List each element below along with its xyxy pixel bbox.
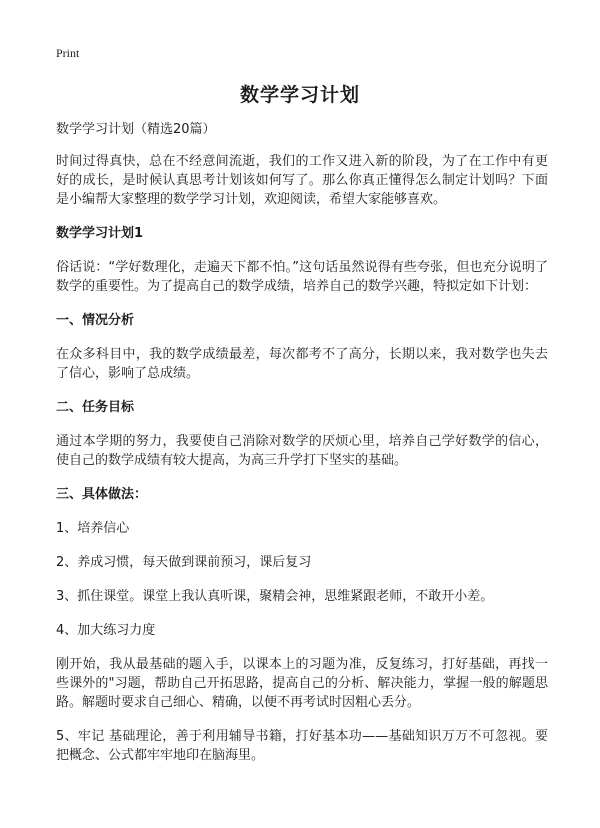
intro-paragraph: 时间过得真快，总在不经意间流逝，我们的工作又进入新的阶段，为了在工作中有更好的成长，是时候认真思考计划该如何写了。那么你真正懂得怎么制定计划吗？下面是小编帮大家整理的数学学习计划，欢迎阅读，希望大家能够喜欢。 [56,154,548,207]
document-body [56,120,548,780]
list-item-1: 1、培养信心 [56,521,130,536]
section1-paragraph: 在众多科目中，我的数学成绩最差，每次都考不了高分，长期以来，我对数学也失去了信心，影响了总成绩。 [56,347,548,381]
list-item-5-paragraph: 5、牢记 基础理论，善于利用辅导书籍，打好基本功——基础知识万万不可忽视。要把概念、公式都牢牢地印在脑海里。 [56,729,548,763]
print-label: Print [56,46,80,60]
section2-paragraph: 通过本学期的努力，我要使自己消除对数学的厌烦心里，培养自己学好数学的信心，使自己的数学成绩有较大提高，为高三升学打下坚实的基础。 [56,434,548,468]
document-title: 数学学习计划 [239,84,360,106]
plan1-intro-paragraph: 俗话说：“学好数理化，走遍天下都不怕。”这句话虽然说得有些夸张，但也充分说明了数学的重要性。为了提高自己的数学成绩，培养自己的数学兴趣，特拟定如下计划： [56,260,548,294]
section2-heading: 二、任务目标 [56,400,135,415]
document-subtitle: 数学学习计划（精选20篇） [56,122,216,137]
list-item-4-paragraph: 刚开始，我从最基础的题入手，以课本上的习题为准，反复练习，打好基础，再找一些课外的"习题，帮助自己开拓思路，提高自己的分析、解决能力，掌握一般的解题思路。解题时要求自己细心、精确，以便不再考试时因粗心丢分。 [56,657,548,710]
list-item-4: 4、加大练习力度 [56,623,156,638]
section1-heading: 一、情况分析 [56,313,135,328]
section3-heading: 三、具体做法： [56,487,148,502]
list-item-3: 3、抓住课堂。课堂上我认真听课，聚精会神，思维紧跟老师，不敢开小差。 [56,589,494,604]
plan1-heading: 数学学习计划1 [56,226,144,241]
list-item-2: 2、养成习惯，每天做到课前预习，课后复习 [56,555,312,570]
